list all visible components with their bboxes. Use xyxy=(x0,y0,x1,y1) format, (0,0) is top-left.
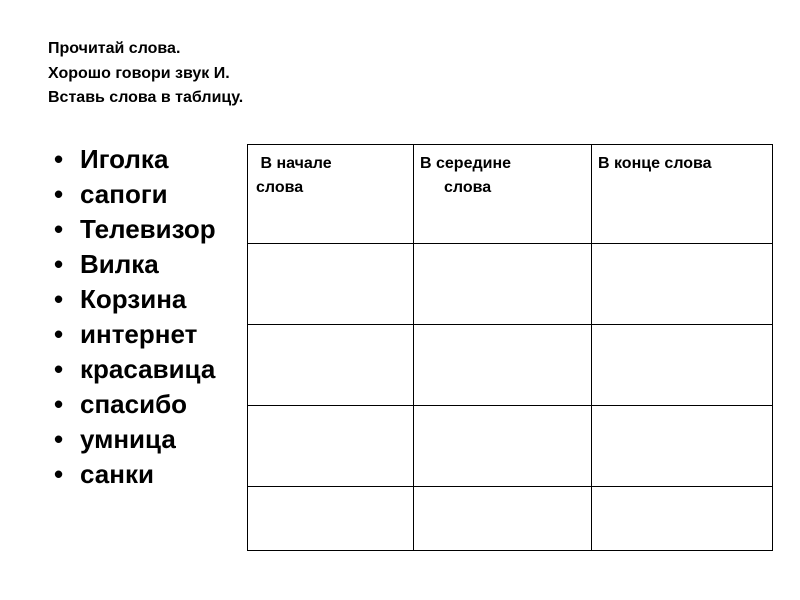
table-row xyxy=(248,406,773,487)
bullet-icon: • xyxy=(54,424,64,454)
list-item xyxy=(54,317,216,352)
answer-cell[interactable] xyxy=(592,325,773,406)
answer-cell[interactable] xyxy=(414,487,592,551)
list-item xyxy=(54,177,216,212)
answer-cell[interactable] xyxy=(414,406,592,487)
instructions xyxy=(48,37,243,111)
answer-cell[interactable] xyxy=(414,244,592,325)
bullet-icon: • xyxy=(54,354,64,384)
word: спасибо xyxy=(80,389,188,419)
bullet-icon: • xyxy=(54,179,64,209)
word: Корзина xyxy=(80,284,187,314)
header-label-line1: В начале xyxy=(256,155,332,172)
word: сапоги xyxy=(80,179,168,209)
bullet-icon: • xyxy=(54,249,64,279)
answer-cell[interactable] xyxy=(414,325,592,406)
answer-cell[interactable] xyxy=(248,325,414,406)
word: интернет xyxy=(80,319,198,349)
instruction-line: Хорошо говори звук И. xyxy=(48,64,230,82)
header-label-line1: В середине xyxy=(420,155,512,172)
word: умница xyxy=(80,424,176,454)
header-label-line1: В конце слова xyxy=(598,155,712,172)
sorting-table xyxy=(247,144,773,551)
bullet-icon: • xyxy=(54,319,64,349)
answer-cell[interactable] xyxy=(248,244,414,325)
list-item xyxy=(54,247,216,282)
list-item xyxy=(54,387,216,422)
list-item xyxy=(54,212,216,247)
bullet-icon: • xyxy=(54,284,64,314)
header-label-line2: слова xyxy=(444,179,492,196)
bullet-icon: • xyxy=(54,459,64,489)
table-header-row xyxy=(248,145,773,244)
list-item xyxy=(54,457,216,492)
answer-cell[interactable] xyxy=(248,406,414,487)
list-item xyxy=(54,282,216,317)
instruction-line: Прочитай слова. xyxy=(48,40,181,57)
table-row xyxy=(248,325,773,406)
instruction-line: Вставь слова в таблицу. xyxy=(48,89,244,106)
list-item xyxy=(54,422,216,457)
answer-cell[interactable] xyxy=(248,487,414,551)
word: Телевизор xyxy=(80,214,216,244)
table-row xyxy=(248,487,773,551)
answer-cell[interactable] xyxy=(592,406,773,487)
header-cell-beginning xyxy=(248,145,414,244)
header-cell-end xyxy=(592,145,773,244)
word: Вилка xyxy=(80,249,159,279)
table-row xyxy=(248,244,773,325)
answer-cell[interactable] xyxy=(592,487,773,551)
bullet-icon: • xyxy=(54,389,64,419)
word-list xyxy=(54,142,216,492)
word: Иголка xyxy=(80,144,169,174)
header-label-line2: слова xyxy=(256,179,304,196)
word: красавица xyxy=(80,354,216,384)
list-item xyxy=(54,352,216,387)
header-cell-middle xyxy=(414,145,592,244)
bullet-icon: • xyxy=(54,144,64,174)
bullet-icon: • xyxy=(54,214,64,244)
answer-cell[interactable] xyxy=(592,244,773,325)
list-item xyxy=(54,142,216,177)
word: санки xyxy=(80,459,154,489)
